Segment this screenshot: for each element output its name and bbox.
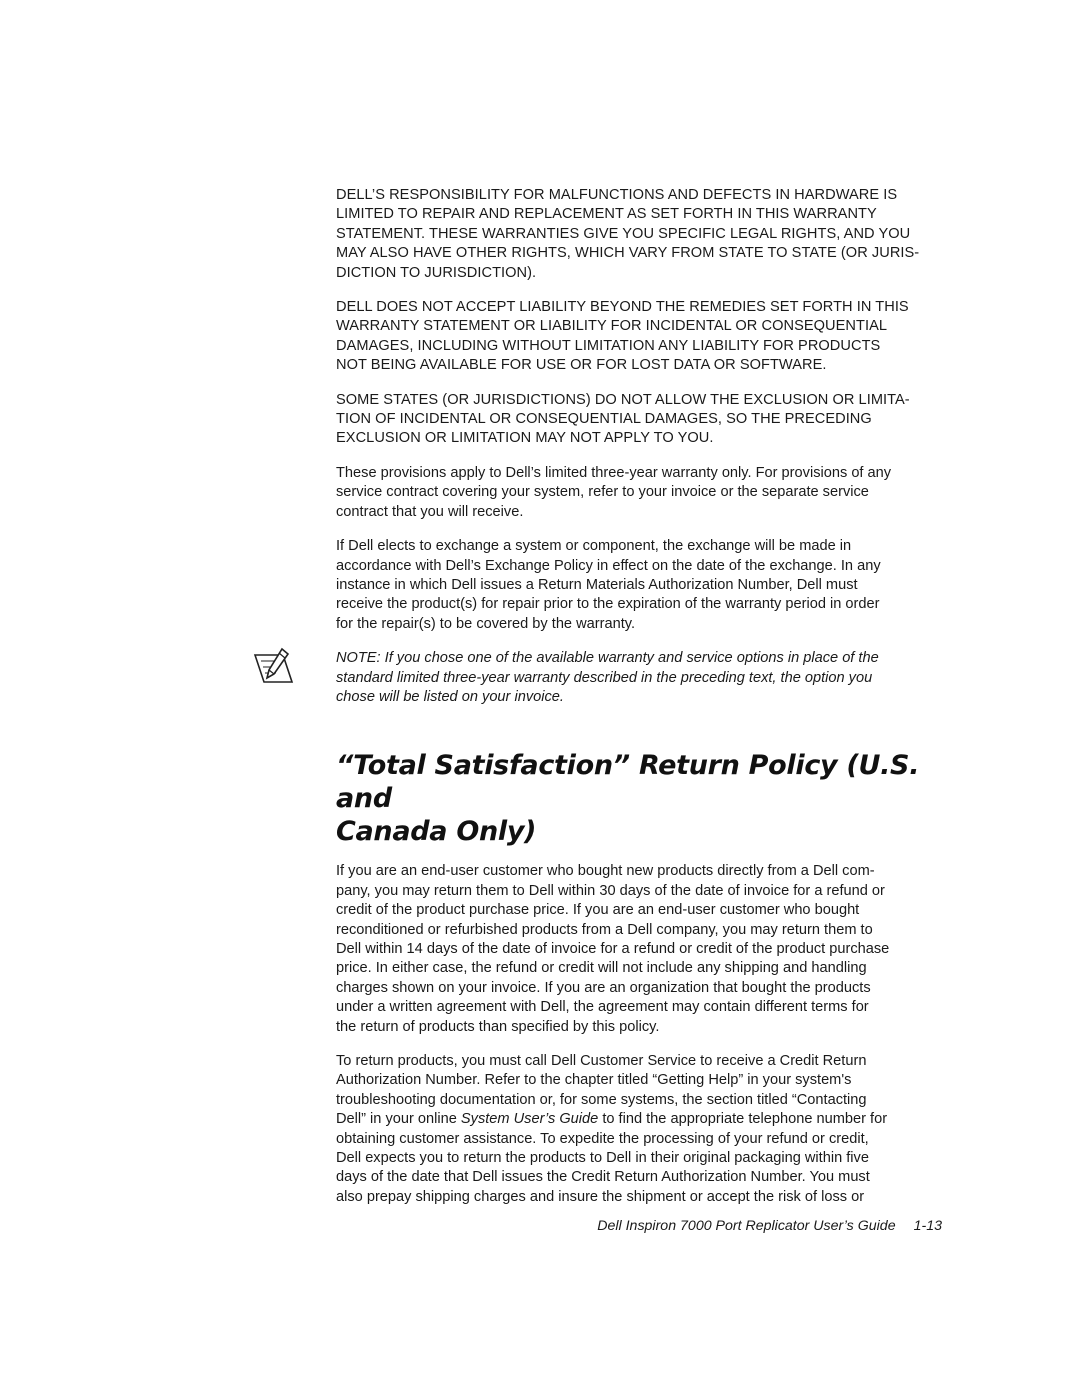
page-number: 1-13 xyxy=(913,1218,942,1234)
procedure-line-with-guide-reference: Dell” in your online System User’s Guide to find the appropriate telephone number for xyxy=(336,1111,888,1128)
system-users-guide-reference: System User’s Guide xyxy=(460,1111,599,1128)
liability-paragraph: DELL DOES NOT ACCEPT LIABILITY BEYOND THE REMEDIES SET FORTH IN THIS WARRANTY STATEMENT OR LIABILITY FOR INCIDENTAL OR CONSEQUENTIAL DAMAGES, INCLUDING WITHOUT LIMITATION ANY LIABILITY FOR PRODUCTS NOT BEING AVAILABLE FOR USE OR FOR LOST DATA OR SOFTWARE. xyxy=(336,299,909,374)
warranty-note: NOTE: If you chose one of the available warranty and service options in place of the standard limited three-year warranty described in the preceding text, the option you chose will be listed on your invoice. xyxy=(336,650,879,705)
note-pencil-icon xyxy=(252,646,296,690)
section-heading: “Total Satisfaction” Return Policy (U.S. and Canada Only) xyxy=(336,750,920,848)
main-text-column xyxy=(336,186,942,1222)
return-policy-paragraph: If you are an end-user customer who bought new products directly from a Dell com- pany, you may return them to Dell within 30 days of the date of invoice for a refund or credit of the product purchase price. If you are an end-user customer who bought reconditioned or refurbished products from a Dell company, you may return them to Dell within 14 days of the date of invoice for a refund or credit of the product purchase price. In either case, the refund or credit will not include any shipping and handling charges shown on your invoice. If you are an organization that bought the products under a written agreement with Dell, the agreement may contain different terms for the return of products than specified by this policy. xyxy=(336,863,890,1035)
page-footer xyxy=(336,1218,942,1234)
exchange-paragraph: If Dell elects to exchange a system or component, the exchange will be made in accordance with Dell’s Exchange Policy in effect on the date of the exchange. In any instance in which Dell issues a Return Materials Authorization Number, Dell must receive the product(s) for repair prior to the expiration of the warranty period in order for the repair(s) to be covered by the warranty. xyxy=(336,538,881,632)
warranty-responsibility-paragraph: DELL’S RESPONSIBILITY FOR MALFUNCTIONS AND DEFECTS IN HARDWARE IS LIMITED TO REPAIR AND REPLACEMENT AS SET FORTH IN THIS WARRANTY STATEMENT. THESE WARRANTIES GIVE YOU SPECIFIC LEGAL RIGHTS, AND YOU MAY ALSO HAVE OTHER RIGHTS, WHICH VARY FROM STATE TO STATE (OR JURIS- DICTION TO JURISDICTION). xyxy=(336,187,920,281)
return-procedure-paragraph: To return products, you must call Dell Customer Service to receive a Credit Return Authorization Number. Refer to the chapter titled “Getting Help” in your system's troubleshooting documentation or, for some systems, the section titled “Contacting Dell” in your online System User’s Guide to find the appropriate telephone number for obtaining customer assistance. To expedite the processing of your refund or credit, Dell expects you to return the products to Dell in their original packaging within five days of the date that Dell issues the Credit Return Authorization Number. You must also prepay shipping charges and insure the shipment or accept the risk of loss or xyxy=(336,1052,942,1207)
exclusion-paragraph: SOME STATES (OR JURISDICTIONS) DO NOT ALLOW THE EXCLUSION OR LIMITA- TION OF INCIDENTAL OR CONSEQUENTIAL DAMAGES, SO THE PRECEDING EXCLUSION OR LIMITATION MAY NOT APPLY TO YOU. xyxy=(336,391,910,447)
provisions-paragraph: These provisions apply to Dell’s limited three-year warranty only. For provisions of any service contract covering your system, refer to your invoice or the separate service contract that you will receive. xyxy=(336,464,892,520)
footer-guide-title: Dell Inspiron 7000 Port Replicator User’s Guide xyxy=(597,1218,896,1234)
